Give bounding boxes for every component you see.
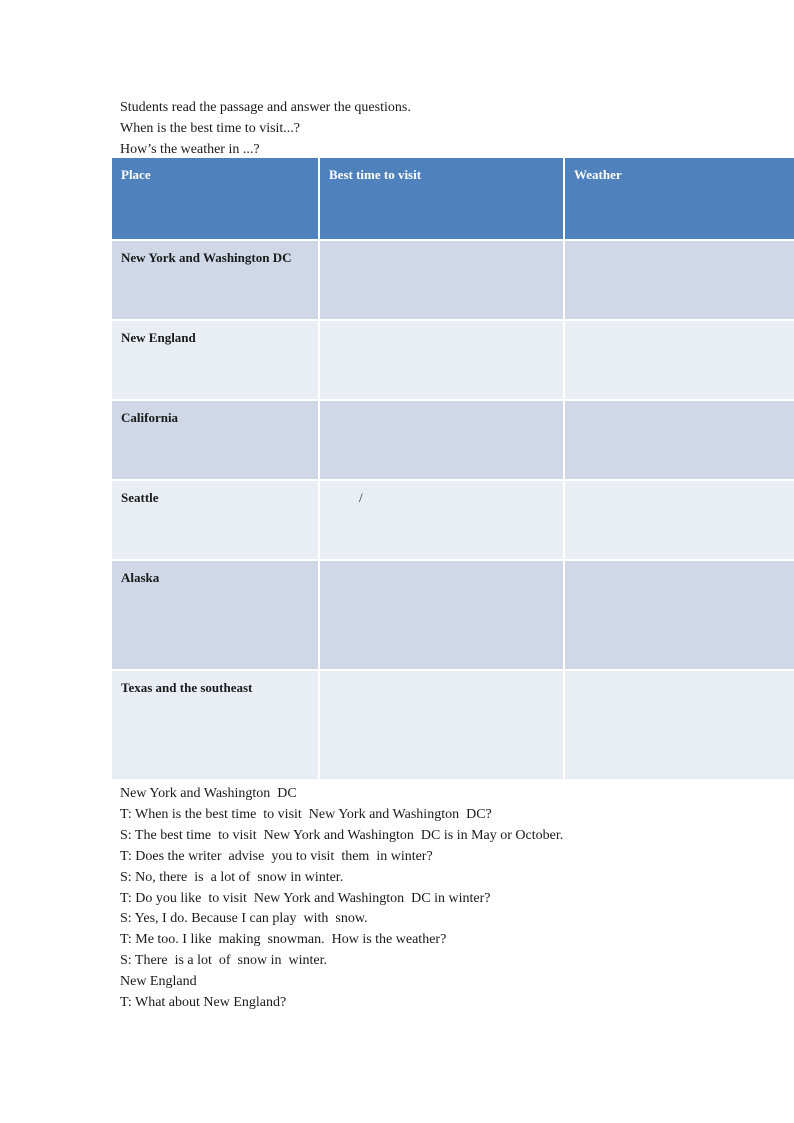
dialogue-line: T: Me too. I like making snowman. How is the weather? xyxy=(120,932,447,948)
table-row xyxy=(111,400,794,480)
weather-cell xyxy=(564,560,794,670)
section-heading: New York and Washington DC xyxy=(120,786,297,801)
place-cell: New England xyxy=(111,320,319,400)
place-cell: Alaska xyxy=(111,560,319,670)
place-cell: New York and Washington DC xyxy=(111,240,319,320)
column-header-best-time: Best time to visit xyxy=(319,158,564,240)
place-cell: Texas and the southeast xyxy=(111,670,319,780)
intro-text xyxy=(120,97,411,160)
dialogue-line: S: Yes, I do. Because I can play with snow. xyxy=(120,911,368,927)
place-cell: Seattle xyxy=(111,480,319,560)
best-time-cell xyxy=(319,400,564,480)
table-header-row xyxy=(111,158,794,240)
best-time-cell xyxy=(319,480,564,560)
worksheet-table xyxy=(110,158,794,781)
table-row xyxy=(111,670,794,780)
weather-cell xyxy=(564,480,794,560)
question-line: When is the best time to visit...? xyxy=(120,121,301,136)
section-heading: New England xyxy=(120,974,197,990)
weather-cell xyxy=(564,320,794,400)
place-cell: California xyxy=(111,400,319,480)
weather-cell xyxy=(564,400,794,480)
dialogue-line: T: Do you like to visit New York and Washington DC in winter? xyxy=(120,890,491,906)
best-time-cell xyxy=(319,670,564,780)
dialogue-line: S: There is a lot of snow in winter. xyxy=(120,953,327,969)
weather-cell xyxy=(564,240,794,320)
column-header-weather: Weather xyxy=(564,158,794,240)
instruction-line: Students read the passage and answer the questions. xyxy=(120,100,411,115)
dialogue-line: S: No, there is a lot of snow in winter. xyxy=(120,869,344,885)
table-row xyxy=(111,320,794,400)
question-line: How’s the weather in ...? xyxy=(120,142,260,157)
best-time-cell xyxy=(319,240,564,320)
table-row xyxy=(111,560,794,670)
table-row xyxy=(111,240,794,320)
column-header-place: Place xyxy=(111,158,319,240)
dialogue-line: S: The best time to visit New York and Washington DC is in May or October. xyxy=(120,827,564,843)
dialogue-line: T: When is the best time to visit New York and Washington DC? xyxy=(120,806,492,822)
table-row xyxy=(111,480,794,560)
dialogue-line: T: What about New England? xyxy=(120,995,287,1011)
slash-mark: / xyxy=(359,490,363,505)
dialogue-line: T: Does the writer advise you to visit them in winter? xyxy=(120,848,433,864)
best-time-cell xyxy=(319,560,564,670)
best-time-cell xyxy=(319,320,564,400)
weather-cell xyxy=(564,670,794,780)
dialogue-text xyxy=(120,784,563,1014)
